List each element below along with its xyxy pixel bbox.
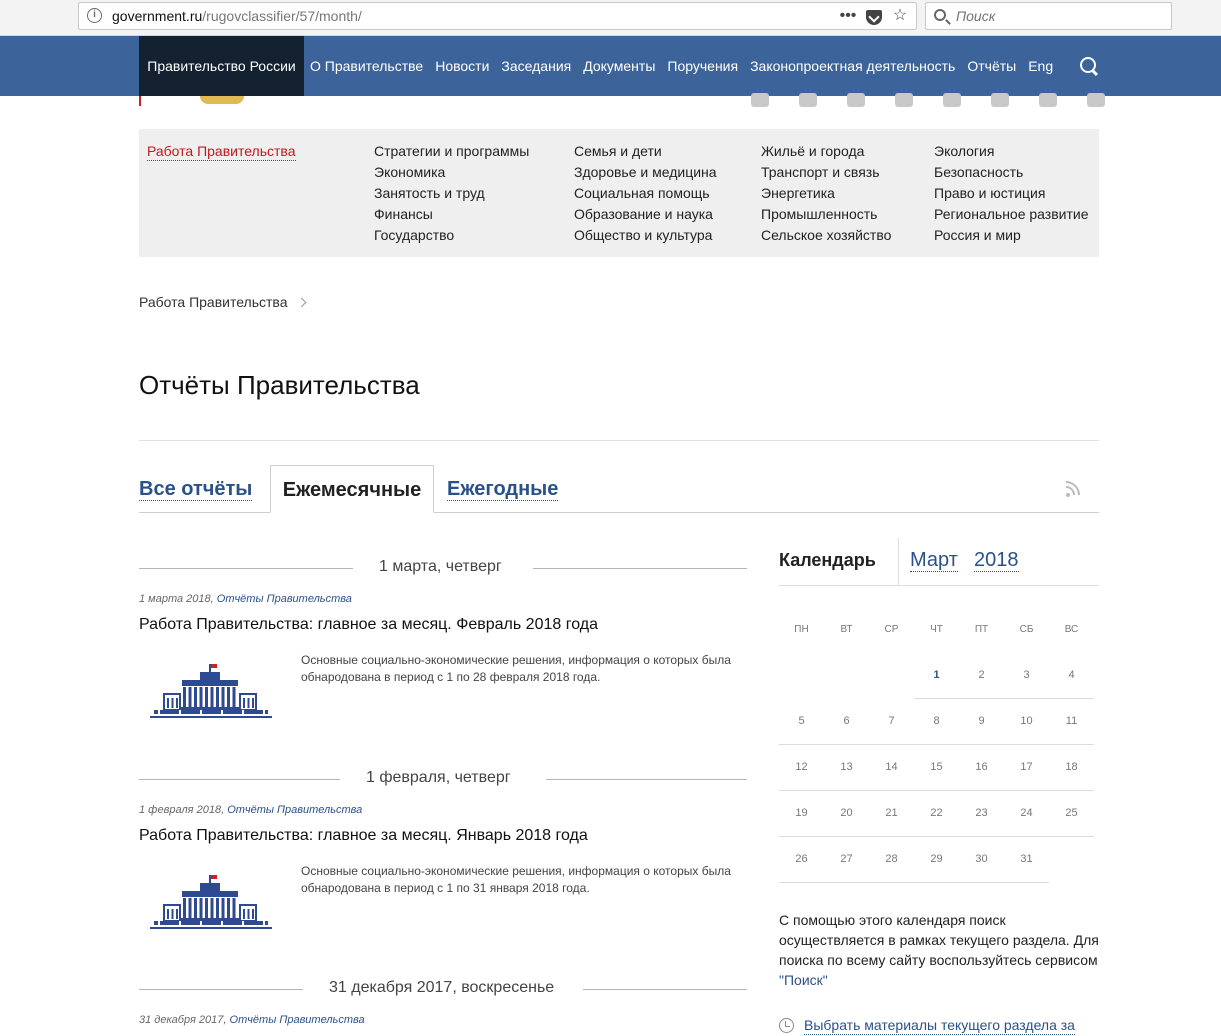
- category-link[interactable]: Социальная помощь: [574, 185, 710, 201]
- divider: [139, 989, 303, 990]
- report-description: Основные социально-экономические решения, информация о которых была обнародована в период с 1 по 28 февраля 2018 года.: [301, 653, 731, 684]
- search-icon: [934, 9, 946, 21]
- report-meta: [139, 593, 352, 605]
- url-domain: government.ru: [112, 8, 203, 24]
- calendar-day: 22: [930, 807, 943, 819]
- report-title-link[interactable]: Работа Правительства: главное за месяц. Январь 2018 года: [139, 827, 588, 844]
- calendar-weekday: СБ: [1019, 624, 1034, 635]
- nav-item-4[interactable]: Поручения: [667, 58, 739, 74]
- divider: [139, 440, 1099, 441]
- category-link[interactable]: Жильё и города: [761, 143, 865, 159]
- url-text[interactable]: [112, 8, 362, 24]
- calendar-note-text: С помощью этого календаря поиск осуществляется в рамках текущего раздела. Для поиска по всему сайту воспользуйтесь сервисом: [779, 912, 1099, 968]
- youtube-icon-glyph: [895, 93, 913, 107]
- calendar-weekday: ВС: [1064, 624, 1079, 635]
- calendar-header: [779, 538, 1099, 586]
- twitter-icon[interactable]: [784, 90, 832, 110]
- calendar-row-divider: [779, 882, 1049, 883]
- vk-icon[interactable]: [832, 90, 880, 110]
- emblem-fragment: [200, 96, 244, 104]
- address-bar[interactable]: [78, 2, 917, 30]
- category-link[interactable]: Финансы: [374, 206, 433, 222]
- browser-search[interactable]: [925, 2, 1172, 30]
- category-link[interactable]: Занятость и труд: [374, 185, 485, 201]
- calendar-weekday: ЧТ: [930, 624, 943, 635]
- video-icon-glyph: [751, 93, 769, 107]
- report-section-link[interactable]: Отчёты Правительства: [227, 804, 363, 816]
- calendar-day: 10: [1020, 715, 1033, 727]
- calendar-weekday: ПТ: [974, 624, 989, 635]
- calendar-weekday: ВТ: [840, 624, 853, 635]
- calendar-day: 24: [1020, 807, 1033, 819]
- category-link[interactable]: Промышленность: [761, 206, 878, 222]
- report-meta-date: 1 марта 2018,: [139, 593, 214, 605]
- pocket-icon[interactable]: [866, 10, 882, 25]
- nav-item-2[interactable]: Заседания: [501, 58, 572, 74]
- nav-item-6[interactable]: Отчёты: [967, 58, 1017, 74]
- breadcrumb-link[interactable]: Работа Правительства: [139, 294, 288, 310]
- nav-item-7[interactable]: Eng: [1028, 58, 1054, 74]
- calendar-day: 6: [843, 715, 850, 727]
- calendar-day: 13: [840, 761, 853, 773]
- calendar-row-divider: [914, 698, 1094, 699]
- date-header: 31 декабря 2017, воскресенье: [329, 979, 555, 996]
- calendar-weekday: СР: [884, 624, 899, 635]
- nav-item-3[interactable]: Документы: [583, 58, 656, 74]
- calendar-note: [779, 910, 1099, 990]
- site-search-icon[interactable]: [1079, 56, 1099, 76]
- eye-icon-glyph: [1039, 93, 1057, 107]
- calendar-day: 9: [978, 715, 985, 727]
- calendar-day: 25: [1065, 807, 1078, 819]
- calendar-day: 26: [795, 853, 808, 865]
- category-link[interactable]: Общество и культура: [574, 227, 713, 243]
- report-description: Основные социально-экономические решения, информация о которых была обнародована в период с 1 по 31 января 2018 года.: [301, 864, 731, 895]
- chevron-right-icon: [296, 298, 306, 308]
- report-meta: [139, 804, 362, 816]
- bookmark-star-icon[interactable]: ☆: [892, 7, 908, 24]
- tab-all-reports[interactable]: [139, 465, 252, 513]
- calendar-day: 30: [975, 853, 988, 865]
- category-link[interactable]: Экономика: [374, 164, 446, 180]
- nav-menu: [304, 36, 1059, 96]
- tab-yearly-label: Ежегодные: [447, 478, 559, 500]
- date-separator: [139, 558, 747, 578]
- breadcrumb: [139, 294, 305, 310]
- calendar-day: 31: [1020, 853, 1033, 865]
- calendar-day: 12: [795, 761, 808, 773]
- site-nav: [0, 36, 1221, 96]
- calendar-day: 18: [1065, 761, 1078, 773]
- divider: [546, 779, 747, 780]
- calendar-year-select[interactable]: 2018: [974, 549, 1019, 571]
- date-header: 1 февраля, четверг: [366, 769, 511, 786]
- date-header: 1 марта, четверг: [379, 558, 502, 575]
- calendar-day: 5: [798, 715, 805, 727]
- category-column: [574, 141, 717, 246]
- category-link[interactable]: Стратегии и программы: [374, 143, 530, 159]
- calendar-day: 21: [885, 807, 898, 819]
- calendar-day[interactable]: 1: [933, 669, 940, 681]
- search-service-link[interactable]: "Поиск": [779, 972, 828, 988]
- calendar-row-divider: [779, 790, 1094, 791]
- divider: [898, 538, 899, 585]
- browser-toolbar: [0, 0, 1221, 36]
- category-column: [934, 141, 1089, 246]
- report-meta-date: 31 декабря 2017,: [139, 1014, 227, 1026]
- nav-item-1[interactable]: Новости: [435, 58, 490, 74]
- category-link[interactable]: Безопасность: [934, 164, 1024, 180]
- divider: [533, 568, 747, 569]
- category-column: [374, 141, 529, 246]
- video-icon[interactable]: [736, 90, 784, 110]
- odnoklassniki-icon-glyph: [943, 93, 961, 107]
- logo-fragment: [139, 96, 141, 106]
- category-link[interactable]: Образование и наука: [574, 206, 713, 222]
- divider: [139, 568, 353, 569]
- page-title: Отчёты Правительства: [139, 370, 420, 400]
- date-separator: [139, 979, 747, 999]
- category-link[interactable]: Россия и мир: [934, 227, 1021, 243]
- calendar-weekday: ПН: [794, 624, 809, 635]
- category-main-link[interactable]: Работа Правительства: [147, 143, 296, 159]
- page-actions-icon[interactable]: •••: [839, 7, 857, 24]
- category-link[interactable]: Семья и дети: [574, 143, 662, 159]
- date-separator: [139, 769, 747, 789]
- twitter-icon-glyph: [799, 93, 817, 107]
- calendar-day: 2: [978, 669, 985, 681]
- mobile-icon[interactable]: [976, 90, 1024, 110]
- report-meta-date: 1 февраля 2018,: [139, 804, 225, 816]
- calendar-day: 15: [930, 761, 943, 773]
- eye-icon[interactable]: [1024, 90, 1072, 110]
- youtube-icon[interactable]: [880, 90, 928, 110]
- calendar-day: 7: [888, 715, 895, 727]
- calendar-day: 23: [975, 807, 988, 819]
- report-meta: [139, 1014, 365, 1026]
- info-icon[interactable]: i: [87, 8, 102, 23]
- calendar-day: 4: [1068, 669, 1075, 681]
- calendar-day: 14: [885, 761, 898, 773]
- tab-monthly[interactable]: Ежемесячные: [270, 465, 434, 513]
- calendar-day: 28: [885, 853, 898, 865]
- calendar-day: 3: [1023, 669, 1030, 681]
- category-link[interactable]: Сельское хозяйство: [761, 227, 892, 243]
- nav-item-5[interactable]: Законопроектная деятельность: [750, 58, 956, 74]
- calendar-row-divider: [779, 744, 1094, 745]
- calendar-day: 29: [930, 853, 943, 865]
- calendar-day: 16: [975, 761, 988, 773]
- category-panel: [139, 129, 1099, 257]
- tab-all-label: Все отчёты: [139, 478, 253, 500]
- browser-search-input[interactable]: [956, 7, 1156, 25]
- report-title-link[interactable]: Работа Правительства: главное за месяц. Февраль 2018 года: [139, 616, 598, 633]
- calendar-day: 17: [1020, 761, 1033, 773]
- address-bar-actions: [838, 6, 910, 26]
- social-links: [736, 90, 1120, 110]
- category-link[interactable]: Государство: [374, 227, 455, 243]
- url-path: /rugovclassifier/57/month/: [202, 8, 362, 24]
- tab-yearly[interactable]: [447, 465, 558, 513]
- vk-icon-glyph: [847, 93, 865, 107]
- category-link[interactable]: Транспорт и связь: [761, 164, 880, 180]
- calendar-row-divider: [779, 836, 1094, 837]
- calendar-label: Календарь: [779, 550, 876, 570]
- nav-home[interactable]: Правительство России: [139, 36, 304, 96]
- report-thumbnail[interactable]: [150, 873, 272, 933]
- calendar-month-select[interactable]: Март: [910, 549, 958, 571]
- category-link[interactable]: Энергетика: [761, 185, 835, 201]
- category-link[interactable]: Право и юстиция: [934, 185, 1046, 201]
- category-link[interactable]: Региональное развитие: [934, 206, 1089, 222]
- category-column: [761, 141, 891, 246]
- calendar-day: 11: [1065, 715, 1078, 727]
- nav-item-0[interactable]: О Правительстве: [310, 58, 424, 74]
- select-period-label: Выбрать материалы текущего раздела за: [804, 1017, 1075, 1033]
- report-section-link[interactable]: Отчёты Правительства: [229, 1014, 365, 1026]
- divider: [139, 779, 340, 780]
- category-link[interactable]: Экология: [934, 143, 995, 159]
- rss-icon[interactable]: [1072, 90, 1120, 110]
- calendar-day: 20: [840, 807, 853, 819]
- divider: [583, 989, 747, 990]
- calendar-day: 19: [795, 807, 808, 819]
- report-section-link[interactable]: Отчёты Правительства: [216, 593, 352, 605]
- calendar-day: 27: [840, 853, 853, 865]
- rss-icon-glyph: [1087, 93, 1105, 107]
- rss-icon[interactable]: [1066, 481, 1082, 497]
- category-link[interactable]: Здоровье и медицина: [574, 164, 717, 180]
- mobile-icon-glyph: [991, 93, 1009, 107]
- report-thumbnail[interactable]: [150, 662, 272, 722]
- calendar-day: 8: [933, 715, 940, 727]
- select-period-link[interactable]: [779, 1016, 1075, 1035]
- history-icon: [779, 1018, 794, 1033]
- odnoklassniki-icon[interactable]: [928, 90, 976, 110]
